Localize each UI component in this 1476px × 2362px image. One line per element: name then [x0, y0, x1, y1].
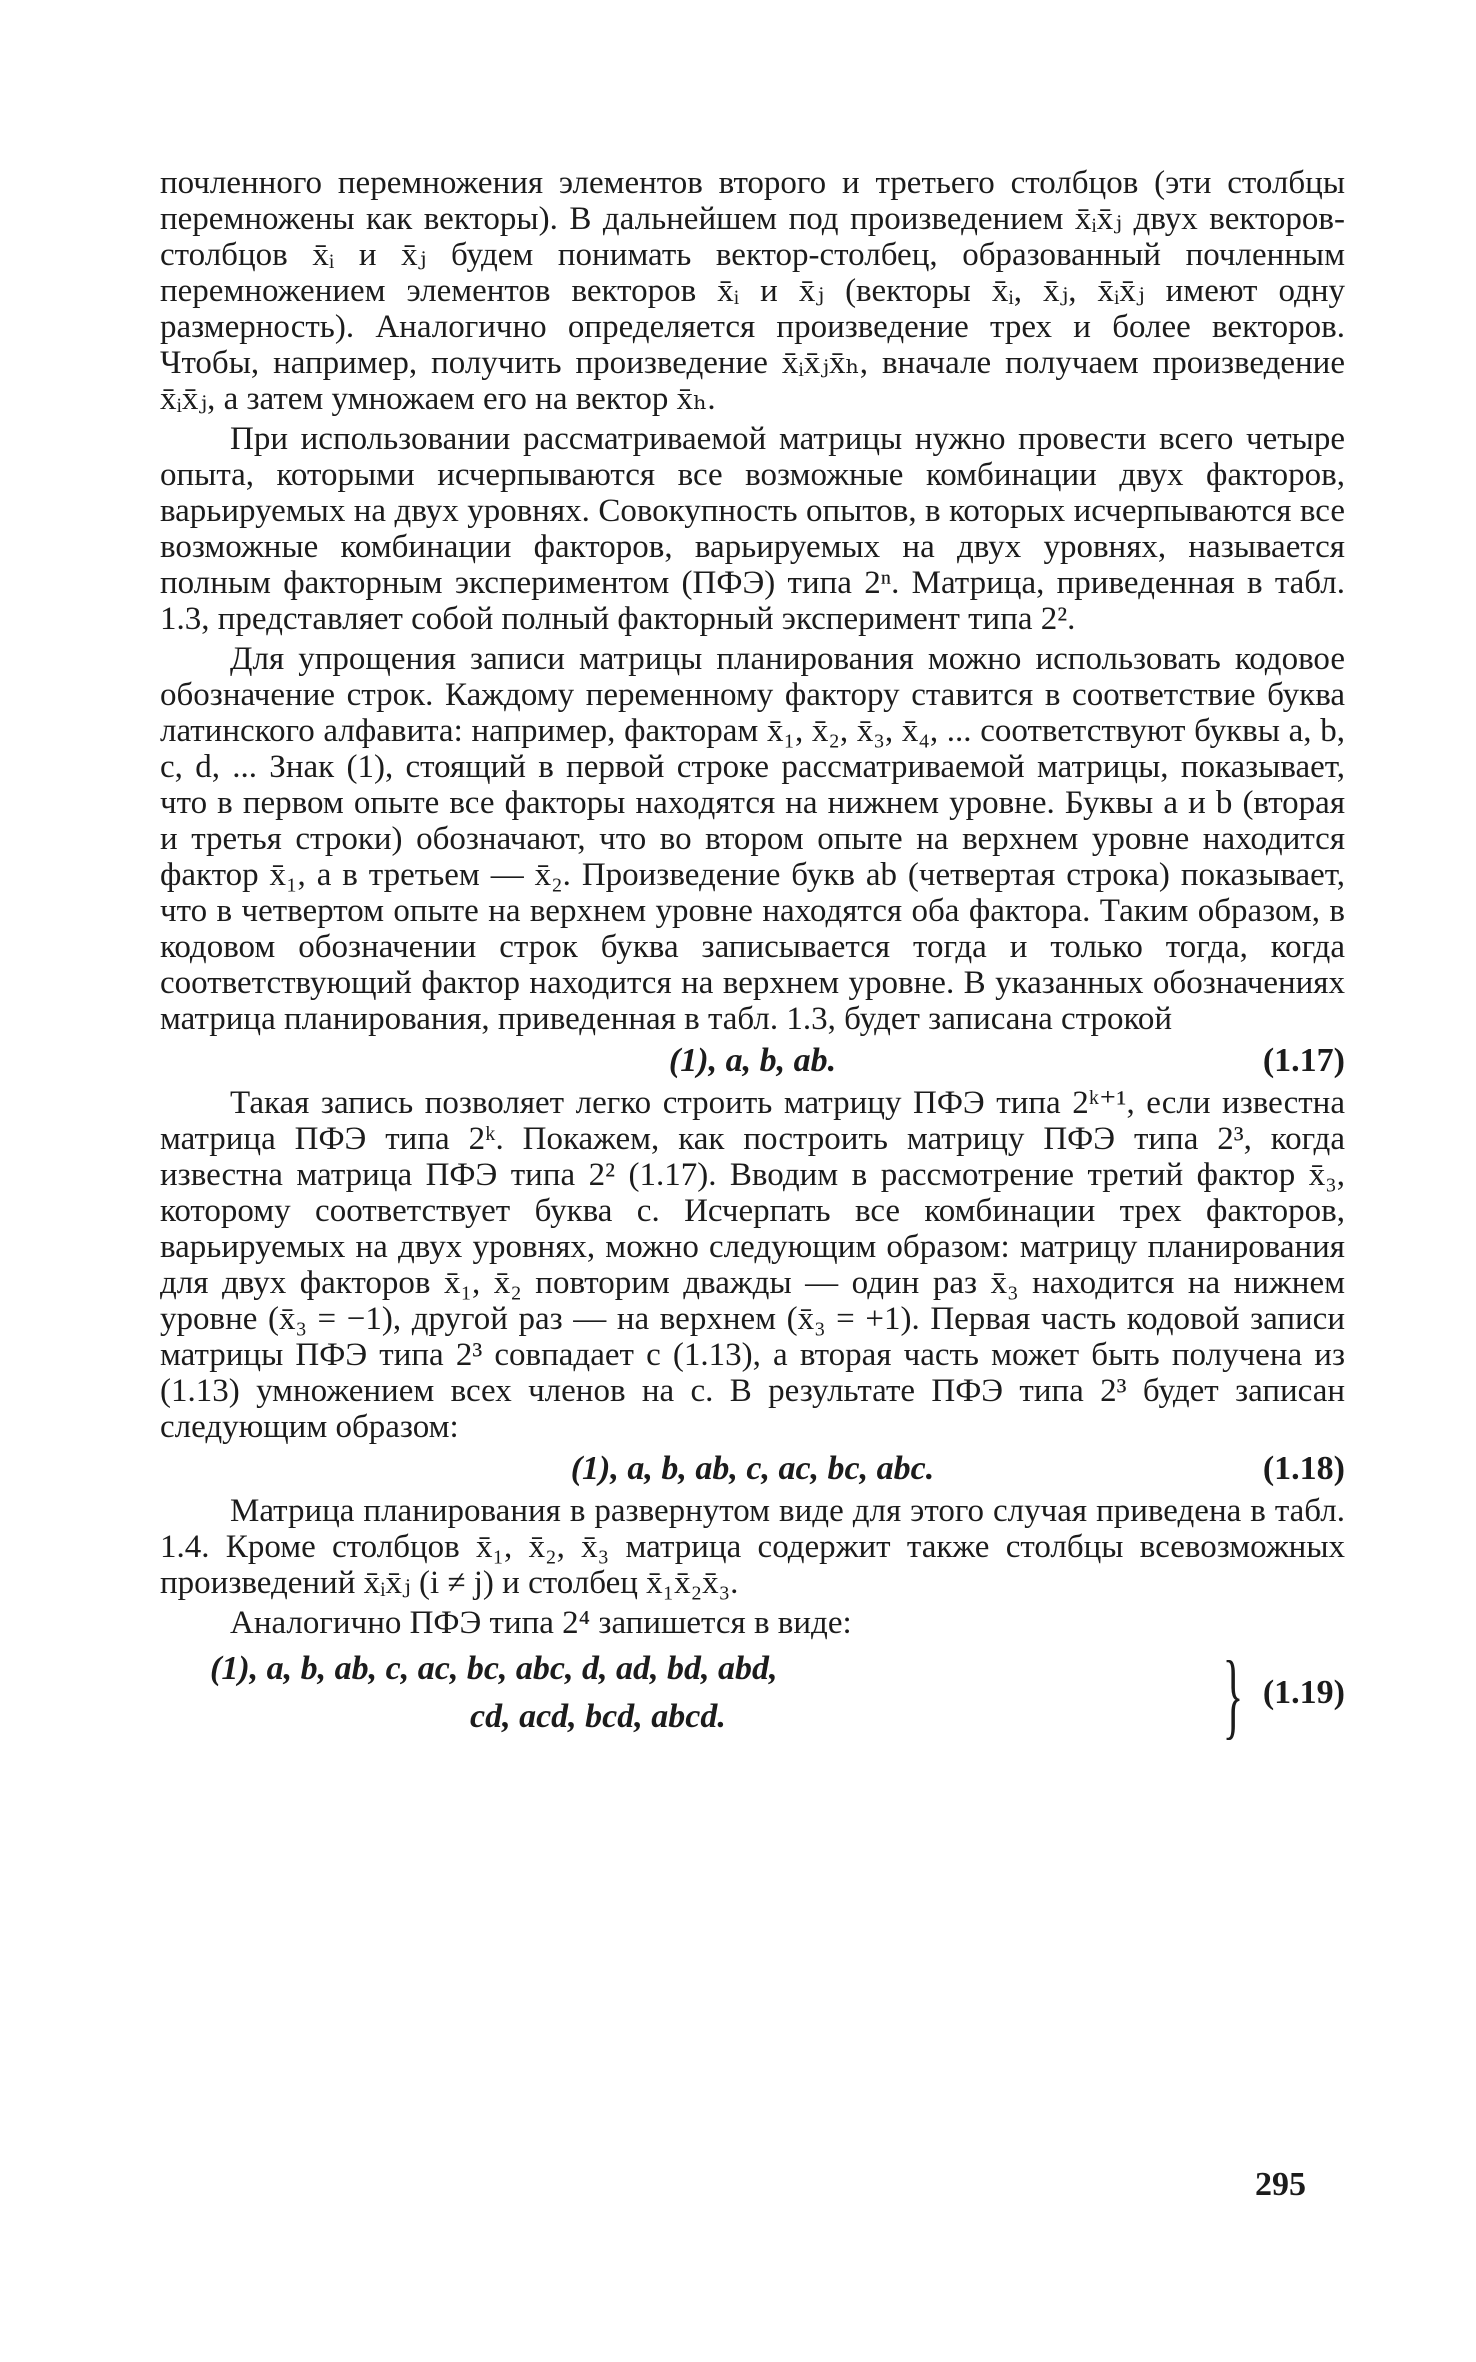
- formula-number: (1.19): [1262, 1674, 1345, 1711]
- formula-line-1: (1), a, b, ab, c, ac, bc, abc, d, ad, bd, abd,: [210, 1650, 778, 1687]
- formula-1-18: [160, 1447, 1345, 1491]
- paragraph-4: Такая запись позволяет легко строить матрицу ПФЭ типа 2ᵏ⁺¹, если известна матрица ПФЭ типа 2ᵏ. Покажем, как построить матрицу ПФЭ типа 2³, когда известна матрица ПФЭ типа 2² (1.17). Вводим в рассмотрение третий фактор x̄₃, которому соответствует буква c. Исчерпать все комбинации трех факторов, варьируемых на двух уровнях, можно следующим образом: матрицу планирования для двух факторов x̄₁, x̄₂ повторим дважды — один раз x̄₃ находится на нижнем уровне (x̄₃ = −1), другой раз — на верхнем (x̄₃ = +1). Первая часть кодовой записи матрицы ПФЭ типа 2³ совпадает с (1.13), а вторая часть может быть получена из (1.13) умножением всех членов на c. В результате ПФЭ типа 2³ будет записан следующим образом:: [160, 1085, 1345, 1445]
- formula-line-2: cd, acd, bcd, abcd.: [470, 1698, 726, 1735]
- paragraph-1: почленного перемножения элементов второго и третьего столбцов (эти столбцы перемножены как векторы). В дальнейшем под произведением x̄ᵢx̄ⱼ двух векторов-столбцов x̄ᵢ и x̄ⱼ будем понимать вектор-столбец, образованный почленным перемножением элементов векторов x̄ᵢ и x̄ⱼ (векторы x̄ᵢ, x̄ⱼ, x̄ᵢx̄ⱼ имеют одну размерность). Аналогично определяется произведение трех и более векторов. Чтобы, например, получить произведение x̄ᵢx̄ⱼx̄ₕ, вначале получаем произведение x̄ᵢx̄ⱼ, а затем умножаем его на вектор x̄ₕ.: [160, 165, 1345, 417]
- paragraph-2: При использовании рассматриваемой матрицы нужно провести всего четыре опыта, которыми исчерпываются все возможные комбинации двух факторов, варьируемых на двух уровнях. Совокупность опытов, в которых исчерпываются все возможные комбинации факторов, варьируемых на двух уровнях, называется полным факторным экспериментом (ПФЭ) типа 2ⁿ. Матрица, приведенная в табл. 1.3, представляет собой полный факторный эксперимент типа 2².: [160, 421, 1345, 637]
- formula-expression: (1), a, b, ab, c, ac, bc, abc.: [570, 1450, 935, 1487]
- formula-number: (1.18): [1262, 1450, 1345, 1487]
- paragraph-5: Матрица планирования в развернутом виде для этого случая приведена в табл. 1.4. Кроме столбцов x̄₁, x̄₂, x̄₃ матрица содержит также столбцы всевозможных произведений x̄ᵢx̄ⱼ (i ≠ j) и столбец x̄₁x̄₂x̄₃.: [160, 1493, 1345, 1601]
- formula-expression: (1), a, b, ab.: [668, 1042, 837, 1079]
- paragraph-3: Для упрощения записи матрицы планирования можно использовать кодовое обозначение строк. Каждому переменному фактору ставится в соответствие буква латинского алфавита: например, факторам x̄₁, x̄₂, x̄₃, x̄₄, ... соответствуют буквы a, b, c, d, ... Знак (1), стоящий в первой строке рассматриваемой матрицы, показывает, что в первом опыте все факторы находятся на нижнем уровне. Буквы a и b (вторая и третья строки) обозначают, что во втором опыте на верхнем уровне находится фактор x̄₁, а в третьем — x̄₂. Произведение букв ab (четвертая строка) показывает, что в четвертом опыте на верхнем уровне находятся оба фактора. Таким образом, в кодовом обозначении строк буква записывается тогда и только тогда, когда соответствующий фактор находится на верхнем уровне. В указанных обозначениях матрица планирования, приведенная в табл. 1.3, будет записана строкой: [160, 641, 1345, 1037]
- paragraph-6: Аналогично ПФЭ типа 2⁴ запишется в виде:: [230, 1605, 852, 1641]
- document-page: [160, 165, 1345, 1747]
- formula-1-19: [160, 1641, 1345, 1748]
- page-number: 295: [1255, 2166, 1306, 2203]
- right-brace: }: [1222, 1641, 1244, 1748]
- formula-1-17: [160, 1039, 1345, 1083]
- formula-number: (1.17): [1262, 1042, 1345, 1079]
